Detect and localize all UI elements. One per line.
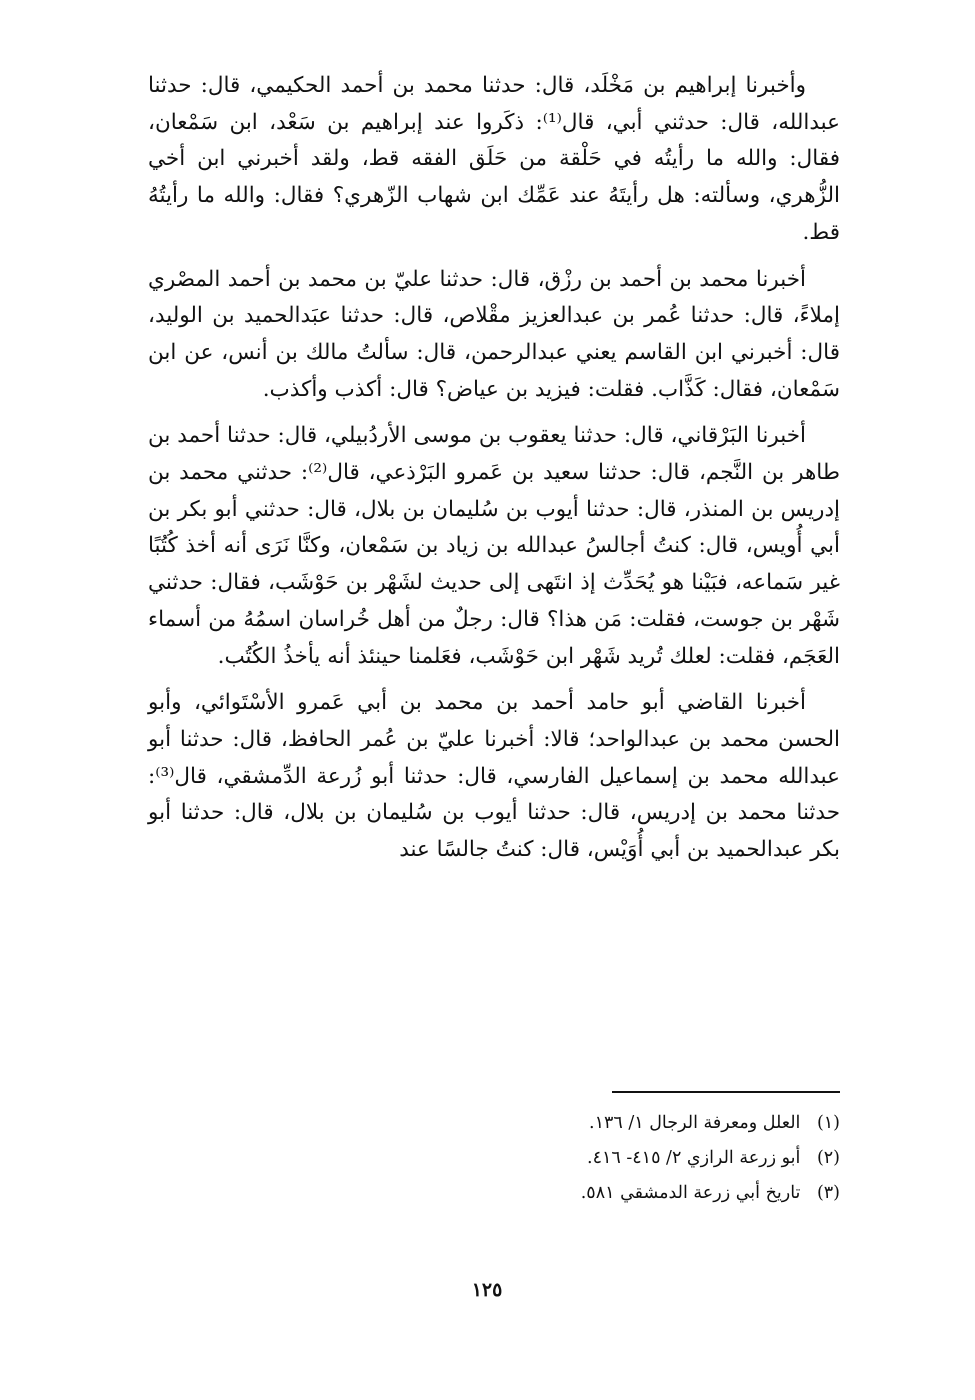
paragraph-3: أخبرنا البَرْقاني، قال: حدثنا يعقوب بن موسى الأردُبيلي، قال: حدثنا أحمد بن طاهر بن النَّجم، قال: حدثنا سعيد بن عَمرو البَرْذعي، قال⁽²⁾: حدثني محمد بن إدريس بن المنذر، قال: حدثنا أيوب بن سُليمان بن بلال، قال: حدثني أبو بكر بن أبي أُويس، قال: كنتُ أجالسُ عبدالله بن زياد بن سَمْعان، وكنَّا نَرَى أنه أخذ كُتُبًا غير سَماعه، فبَيْنا هو يُحَدِّث إذ انتَهى إلى حديث لشَهْر بن حَوْشَب، فقال: حدثني شَهْر بن جوست، فقلت: مَن هذا؟ قال: رجلٌ من أهل خُراسان اسمُهُ من أسماء العَجَم، فقلت: لعلك تُريد شَهْر ابن حَوْشَب، فعَلمنا حينئذ أنه يأخذُ الكُتُب. bbox=[148, 423, 840, 669]
footnote-divider bbox=[612, 1091, 840, 1093]
footnote-number: (١) bbox=[816, 1113, 840, 1133]
footnote-number: (٣) bbox=[816, 1183, 840, 1203]
footnote-text: تاريخ أبي زرعة الدمشقي ٥٨١. bbox=[580, 1183, 801, 1203]
footnote-2 bbox=[300, 1141, 840, 1176]
footnote-text: العلل ومعرفة الرجال ١/ ١٣٦. bbox=[589, 1113, 801, 1133]
footnote-1 bbox=[300, 1106, 840, 1141]
paragraph-2: أخبرنا محمد بن أحمد بن رزْق، قال: حدثنا عليّ بن محمد بن أحمد المصْري إملاءً، قال: حدثنا عُمر بن عبدالعزيز مقْلاص، قال: حدثنا عبَدالحميد بن الوليد، قال: أخبرني ابن القاسم يعني عبدالرحمن، قال: سألتُ مالك بن أنس، عن ابن سَمْعان، فقال: كَذَّاب. فقلت: فيزيد بن عياض؟ قال: أكذب وأكذب. bbox=[148, 266, 840, 402]
footnote-3 bbox=[300, 1176, 840, 1211]
paragraph-1: وأخبرنا إبراهيم بن مَخْلَد، قال: حدثنا محمد بن أحمد الحكيمي، قال: حدثنا عبدالله، قال: حدثني أبي، قال⁽¹⁾: ذكَروا عند إبراهيم بن سَعْد، ابن سَمْعان، فقال: والله ما رأيتُه في حَلْقة من حَلَق الفقه قط، ولقد أخبرني ابن أخي الزُّهري، وسألته: هل رأيتَهُ عند عَمِّك ابن شهاب الزّهري؟ فقال: والله ما رأيتُهُ قط. bbox=[148, 73, 840, 245]
footnote-text: أبو زرعة الرازي ٢/ ٤١٥- ٤١٦. bbox=[587, 1148, 801, 1168]
page-number: ١٢٥ bbox=[471, 1279, 503, 1301]
footnotes bbox=[300, 1106, 840, 1211]
main-text bbox=[148, 68, 840, 879]
paragraph-4: أخبرنا القاضي أبو حامد أحمد بن محمد بن أبي عَمرو الأسْتَوائي، وأبو الحسن محمد بن عبدالواحد؛ قالا: أخبرنا عليّ بن عُمر الحافظ، قال: حدثنا أبو عبدالله محمد بن إسماعيل الفارسي، قال: حدثنا أبو زُرعة الدِّمشقي، قال⁽³⁾: حدثنا محمد بن إدريس، قال: حدثنا أيوب بن سُليمان بن بلال، قال: حدثنا أبو بكر عبدالحميد بن أبي أُوَيْس، قال: كنتُ جالسًا عند bbox=[148, 690, 840, 863]
footnote-number: (٢) bbox=[816, 1148, 840, 1168]
